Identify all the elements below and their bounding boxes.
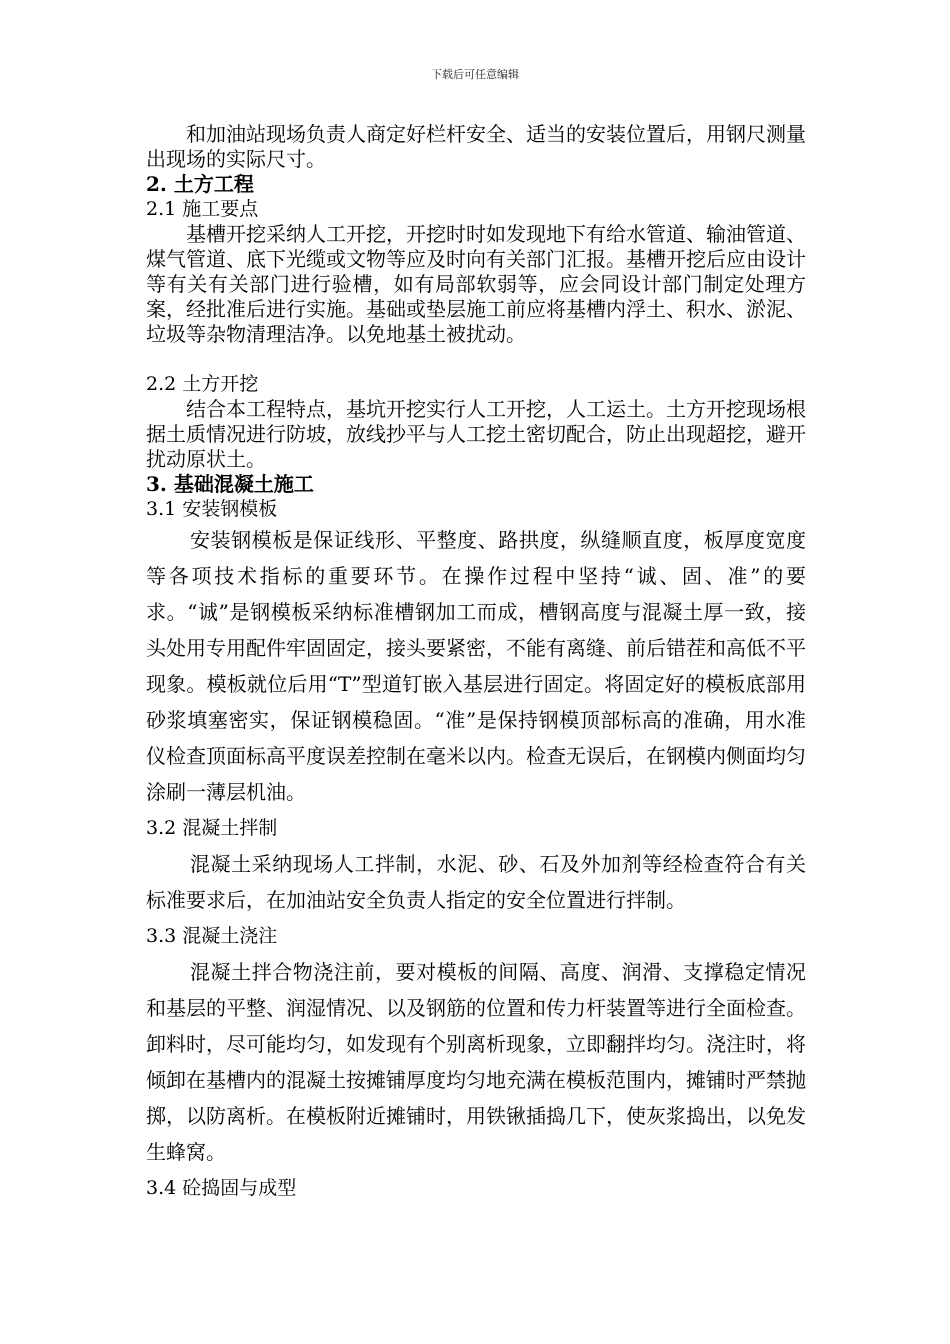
- subsection-3-2-paragraph: 混凝土采纳现场人工拌制，水泥、砂、石及外加剂等经检查符合有关标准要求后，在加油站安全负责人指定的安全位置进行拌制。: [146, 852, 806, 912]
- subsection-3-1-heading: 3.1 安装钢模板: [146, 498, 278, 520]
- document-body: [146, 122, 806, 1206]
- section-2-heading: 2. 土方工程: [146, 172, 254, 196]
- section-3-heading: 3. 基础混凝土施工: [146, 472, 314, 496]
- intro-paragraph: 和加油站现场负责人商定好栏杆安全、适当的安装位置后，用钢尺测量出现场的实际尺寸。: [146, 122, 806, 171]
- subsection-3-1-paragraph: 安装钢模板是保证线形、平整度、路拱度，纵缝顺直度，板厚度宽度等各项技术指标的重要环节。在操作过程中坚持“诚、固、准”的要求。“诚”是钢模板采纳标准槽钢加工而成，槽钢高度与混凝土厚一致，接头处用专用配件牢固固定，接头要紧密，不能有离缝、前后错茬和高低不平现象。模板就位后用“T”型道钉嵌入基层进行固定。将固定好的模板底部用砂浆填塞密实，保证钢模稳固。“准”是保持钢模顶部标高的准确，用水准仪检查顶面标高平度误差控制在毫米以内。检查无误后，在钢模内侧面均匀涂刷一薄层机油。: [146, 528, 806, 804]
- subsection-2-1-heading: 2.1 施工要点: [146, 198, 259, 220]
- subsection-2-1-paragraph: 基槽开挖采纳人工开挖，开挖时时如发现地下有给水管道、输油管道、煤气管道、底下光缆或文物等应及时向有关部门汇报。基槽开挖后应由设计等有关有关部门进行验槽，如有局部软弱等，应会同设计部门制定处理方案，经批准后进行实施。基础或垫层施工前应将基槽内浮土、积水、淤泥、垃圾等杂物清理洁净。以免地基土被扰动。: [146, 222, 806, 346]
- page-header: 下载后可任意编辑: [431, 68, 519, 81]
- subsection-2-2-heading: 2.2 土方开挖: [146, 373, 259, 395]
- subsection-3-3-paragraph: 混凝土拌合物浇注前，要对模板的间隔、高度、润滑、支撑稳定情况和基层的平整、润湿情况、以及钢筋的位置和传力杆装置等进行全面检查。卸料时，尽可能均匀，如发现有个别离析现象，立即翻拌均匀。浇注时，将倾卸在基槽内的混凝土按摊铺厚度均匀地充满在模板范围内，摊铺时严禁抛掷，以防离析。在模板附近摊铺时，用铁锹插捣几下，使灰浆捣出，以免发生蜂窝。: [146, 960, 806, 1164]
- subsection-3-3-heading: 3.3 混凝土浇注: [146, 925, 278, 947]
- subsection-3-2-heading: 3.2 混凝土拌制: [146, 817, 278, 839]
- subsection-3-4-heading: 3.4 砼捣固与成型: [146, 1177, 297, 1199]
- subsection-2-2-paragraph: 结合本工程特点，基坑开挖实行人工开挖，人工运土。土方开挖现场根据土质情况进行防坡，放线抄平与人工挖土密切配合，防止出现超挖，避开扰动原状土。: [146, 397, 806, 471]
